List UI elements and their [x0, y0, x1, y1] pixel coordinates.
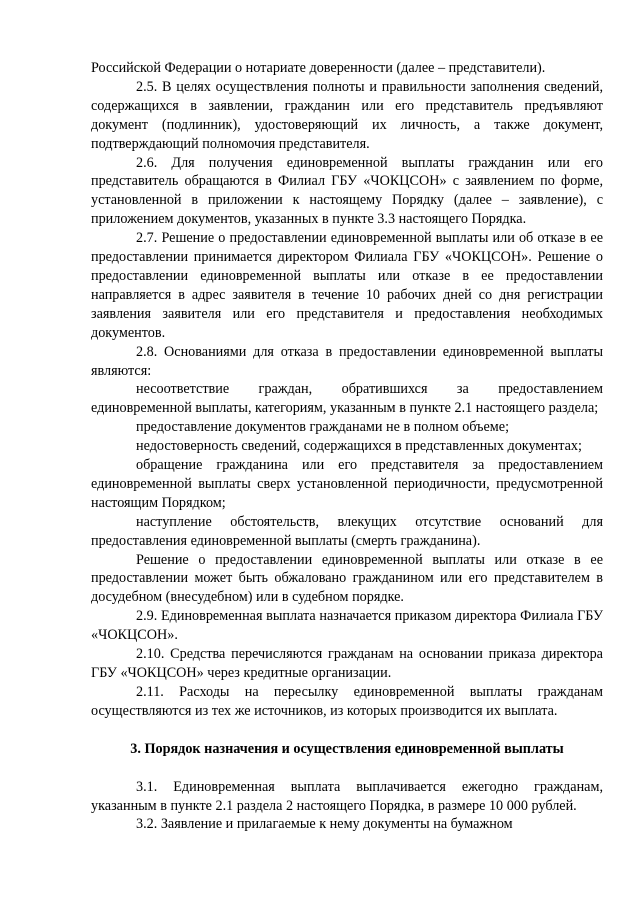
- refusal-ground-5: наступление обстоятельств, влекущих отсутствие оснований для предоставления единовременной выплаты (смерть гражданина).: [91, 513, 603, 549]
- paragraph-appeal: Решение о предоставлении единовременной выплаты или отказе в ее предоставлении может быть обжаловано гражданином или его представителем в досудебном (внесудебном) или в судебном порядке.: [91, 551, 603, 606]
- paragraph-2-6: 2.6. Для получения единовременной выплаты гражданин или его представитель обращаются в Филиал ГБУ «ЧОКЦСОН» с заявлением по форме, установленной в приложении к настоящему Порядку (далее – заявление), с приложением документов, указанных в пункте 3.3 настоящего Порядка.: [91, 154, 603, 228]
- paragraph-continuation: Российской Федерации о нотариате доверенности (далее – представители).: [91, 60, 546, 76]
- paragraph-2-5: 2.5. В целях осуществления полноты и правильности заполнения сведений, содержащихся в заявлении, гражданин или его представитель предъявляют документ (подлинник), удостоверяющий их личность, а также документ, подтверждающий полномочия представителя.: [91, 78, 603, 152]
- paragraph-2-10: 2.10. Средства перечисляются гражданам на основании приказа директора ГБУ «ЧОКЦСОН» через кредитные организации.: [91, 646, 603, 681]
- paragraph-2-8: 2.8. Основаниями для отказа в предоставлении единовременной выплаты являются:: [91, 343, 603, 379]
- paragraph-2-11: 2.11. Расходы на пересылку единовременной выплаты гражданам осуществляются из тех же источников, из которых производится их выплата.: [91, 683, 603, 719]
- section-3-heading: 3. Порядок назначения и осуществления единовременной выплаты: [130, 740, 564, 757]
- paragraph-3-1: 3.1. Единовременная выплата выплачивается ежегодно гражданам, указанным в пункте 2.1 раздела 2 настоящего Порядка, в размере 10 000 рублей.: [91, 778, 603, 814]
- paragraph-2-9: 2.9. Единовременная выплата назначается приказом директора Филиала ГБУ «ЧОКЦСОН».: [91, 608, 603, 644]
- refusal-ground-1: несоответствие граждан, обратившихся за предоставлением единовременной выплаты, категориям, указанным в пункте 2.1 настоящего раздела;: [91, 381, 603, 417]
- refusal-ground-2: предоставление документов гражданами не в полном объеме;: [136, 419, 510, 436]
- page-body: [91, 59, 603, 834]
- refusal-ground-3: недостоверность сведений, содержащихся в представленных документах;: [136, 438, 582, 455]
- paragraph-3-2: 3.2. Заявление и прилагаемые к нему документы на бумажном: [136, 816, 513, 833]
- refusal-ground-4: обращение гражданина или его представителя за предоставлением единовременной выплаты сверх установленной периодичности, предусмотренной настоящим Порядком;: [91, 457, 603, 511]
- paragraph-2-7: 2.7. Решение о предоставлении единовременной выплаты или об отказе в ее предоставлении принимается директором Филиала ГБУ «ЧОКЦСОН». Решение о предоставлении единовременной выплаты или отказе в ее предоставлении направляется в адрес заявителя в течение 10 рабочих дней со дня регистрации заявления заявителя или его представителя и предоставления необходимых документов.: [91, 230, 603, 341]
